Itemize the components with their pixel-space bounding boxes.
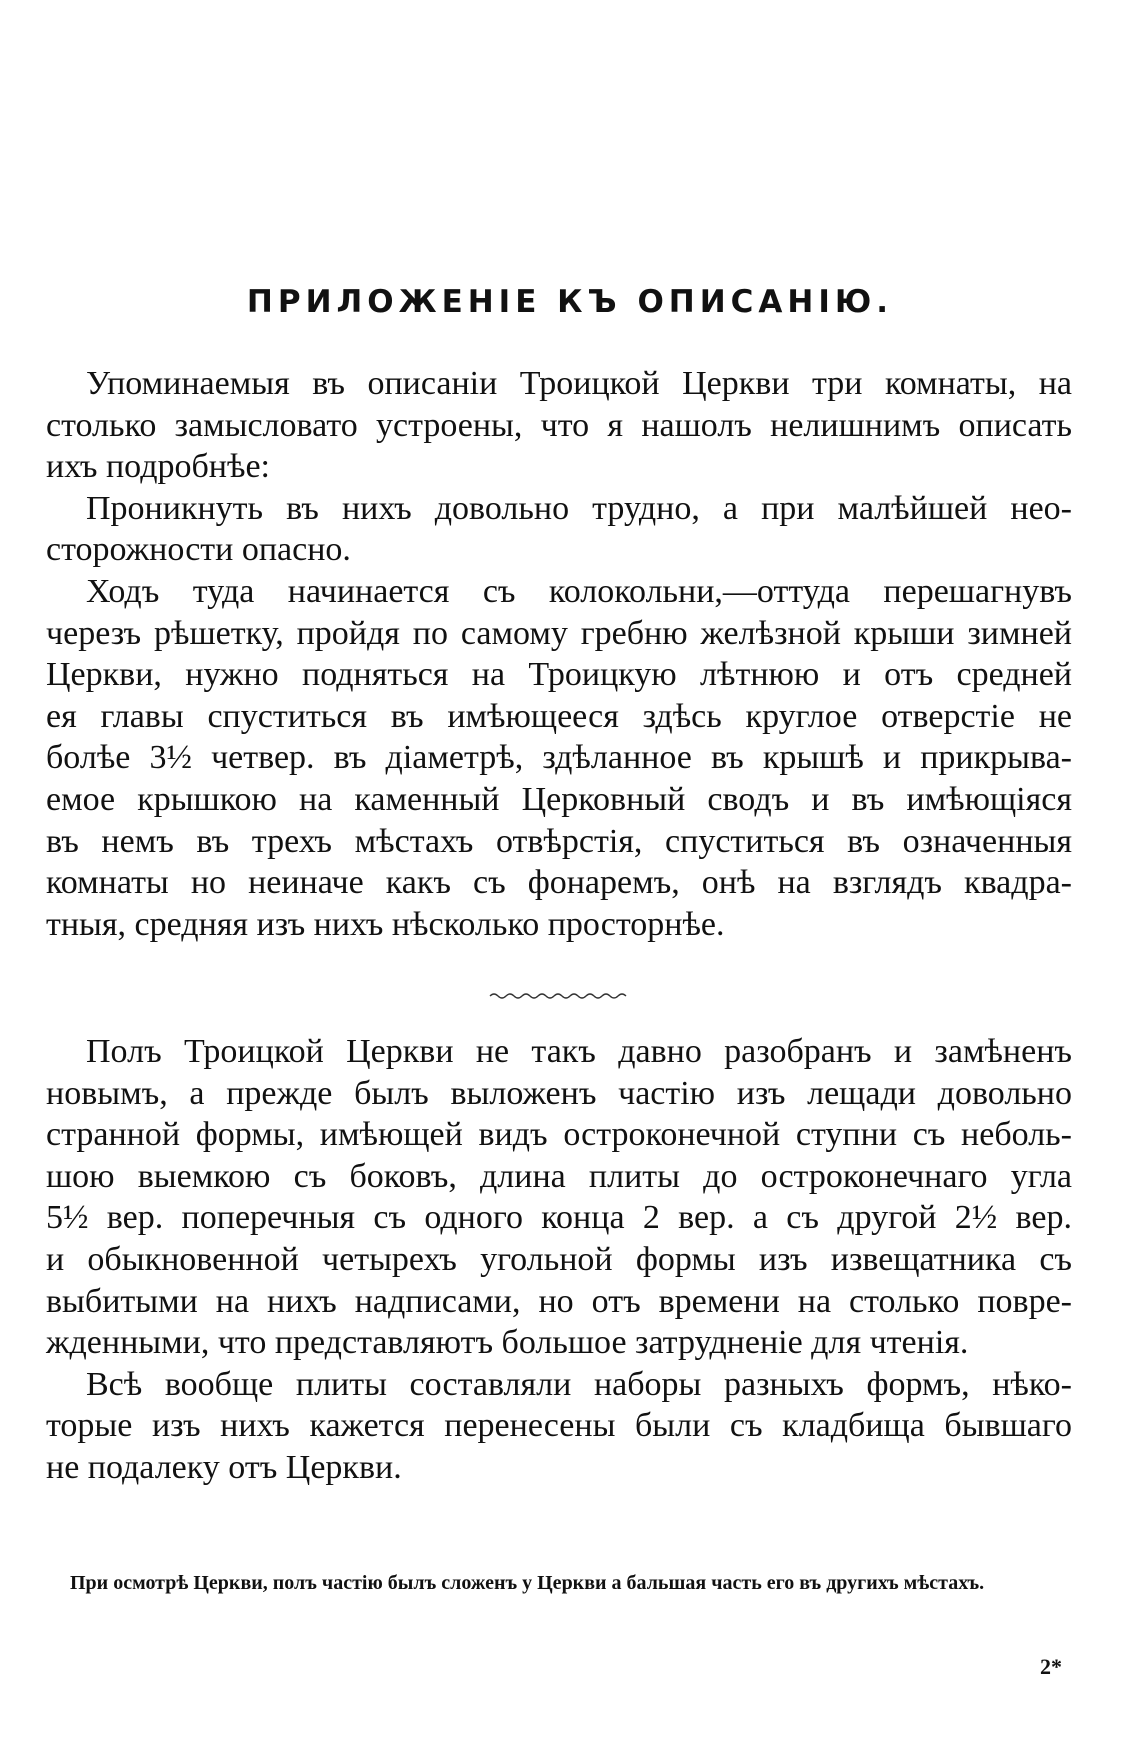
text-line: емое крышкою на каменный Церковный сводъ и въ имѣющіяся — [46, 780, 1072, 818]
text-line: не подалеку отъ Церкви. — [46, 1448, 402, 1486]
text-line: Всѣ вообще плиты составляли наборы разныхъ формъ, нѣко- — [86, 1365, 1072, 1403]
text-line: черезъ рѣшетку, пройдя по самому гребню желѣзной крыши зимней — [46, 614, 1072, 652]
text-line: столько замысловато устроены, что я нашолъ нелишнимъ описать — [46, 406, 1072, 444]
text-line: странной формы, имѣющей видъ остроконечной ступни съ неболь- — [46, 1116, 1072, 1154]
text-line: 5½ вер. поперечныя съ одного конца 2 вер. а съ другой 2½ вер. — [46, 1199, 1072, 1237]
text-line: тныя, средняя изъ нихъ нѣсколько просторнѣе. — [46, 905, 725, 943]
text-line: жденными, что представляютъ большое затрудненіе для чтенія. — [46, 1324, 969, 1362]
text-line: выбитыми на нихъ надписами, но отъ времени на столько повре- — [46, 1282, 1072, 1320]
text-line: Полъ Троицкой Церкви не такъ давно разобранъ и замѣненъ — [86, 1033, 1072, 1070]
section-1-text — [46, 363, 1072, 945]
page-number: 2* — [1040, 1654, 1062, 1679]
wavy-separator — [488, 990, 628, 1000]
text-line: Ходъ туда начинается съ колокольни,—оттуда перешагнувъ — [86, 572, 1072, 610]
text-line: сторожности опасно. — [46, 531, 351, 569]
text-line: Упоминаемыя въ описаніи Троицкой Церкви три комнаты, на — [86, 365, 1072, 402]
page-title: ПРИЛОЖЕНІЕ КЪ ОПИСАНІЮ. — [246, 284, 894, 320]
text-line: въ немъ въ трехъ мѣстахъ отвѣрстія, спуститься въ означенныя — [46, 822, 1072, 860]
text-line: Церкви, нужно подняться на Троицкую лѣтнюю и отъ средней — [46, 656, 1072, 694]
footnote: При осмотрѣ Церкви, полъ частію былъ сложенъ у Церкви а бальшая часть его въ другихъ мѣстахъ. — [70, 1572, 985, 1594]
text-line: болѣе 3½ четвер. въ діаметрѣ, здѣланное въ крышѣ и прикрыва- — [46, 739, 1072, 777]
text-line: торые изъ нихъ кажется перенесены были съ кладбища бывшаго — [46, 1407, 1072, 1445]
section-2-text — [46, 1031, 1072, 1489]
text-line: комнаты но неиначе какъ съ фонаремъ, онѣ на взглядъ квадра- — [46, 864, 1072, 902]
text-line: новымъ, а прежде былъ выложенъ частію изъ лещади довольно — [46, 1074, 1072, 1112]
text-line: Проникнуть въ нихъ довольно трудно, а при малѣйшей нео- — [86, 489, 1072, 527]
text-line: ихъ подробнѣе: — [46, 448, 270, 486]
text-line: и обыкновенной четырехъ угольной формы изъ извещатника съ — [46, 1240, 1072, 1278]
text-line: ея главы спуститься въ имѣющееся здѣсь круглое отверстіе не — [46, 697, 1072, 735]
text-line: шою выемкою съ боковъ, длина плиты до остроконечнаго угла — [46, 1157, 1072, 1195]
